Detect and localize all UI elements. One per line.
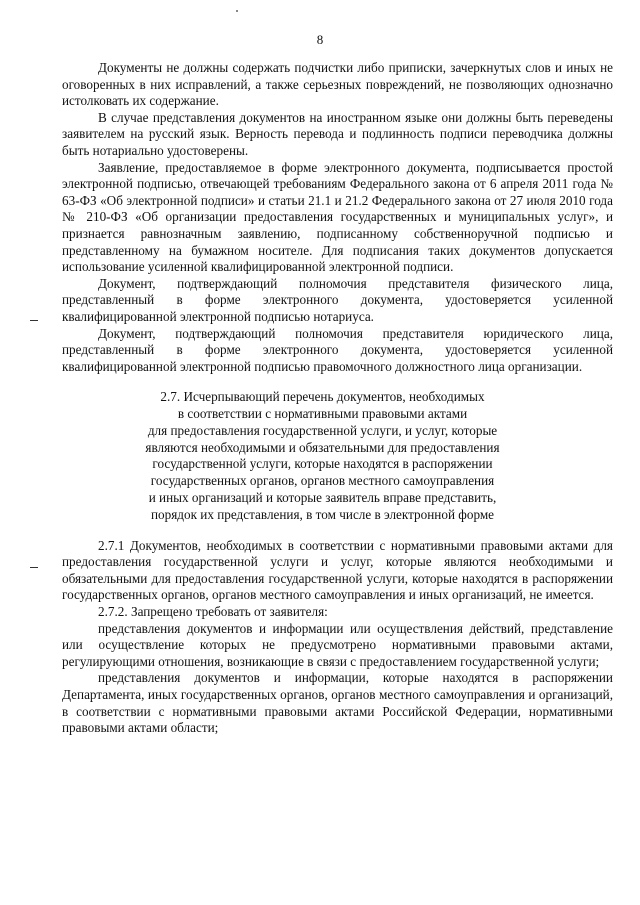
heading-line: в соответствии с нормативными правовыми актами (177, 406, 468, 422)
heading-line: государственной услуги, которые находятся в распоряжении (152, 456, 493, 472)
heading-line: 2.7. Исчерпывающий перечень документов, необходимых (160, 389, 485, 405)
paragraph: 2.7.2. Запрещено требовать от заявителя: (98, 604, 328, 620)
heading-line: порядок их представления, в том числе в электронной форме (150, 506, 495, 522)
paragraph: В случае представления документов на иностранном языке они должны быть переведены заявителем на русский язык. Верность перевода и подлинность подписи переводчика должны быть нотариально удостоверены. (62, 109, 613, 158)
paragraph: Заявление, предоставляемое в форме электронного документа, подписывается простой электронной подписью, отвечающей требованиям Федерального закона от 6 апреля 2011 года № 63-ФЗ «Об электронной подписи» и статьи 21.1 и 21.2 Федерального закона от 27 июля 2010 года № 210-ФЗ «Об организации предоставления государственных и муниципальных услуг», и признается равнозначным заявлению, подписанному собственноручной подписью и представленному на бумажном носителе. Для подписания таких документов допускается использование усиленной квалифицированной электронной подписи. (62, 159, 613, 275)
paragraph: представления документов и информации, которые находятся в распоряжении Департамента, иных государственных органов, органов местного самоуправления и организаций, в соответствии с нормативными правовыми актами Российской Федерации, нормативными правовыми актами области; (62, 670, 613, 736)
paragraph: Документ, подтверждающий полномочия представителя физического лица, представленный в форме электронного документа, удостоверяется усиленной квалифицированной электронной подписью нотариуса. (62, 275, 613, 324)
paragraph: Документ, подтверждающий полномочия представителя юридического лица, представленный в форме электронного документа, удостоверяется усиленной квалифицированной электронной подписью правомочного должностного лица организации. (62, 325, 613, 374)
scan-dot (236, 10, 238, 12)
heading-line: и иных организаций и которые заявитель вправе представить, (148, 490, 497, 506)
margin-mark (30, 567, 38, 568)
paragraph: 2.7.1 Документов, необходимых в соответствии с нормативными правовыми актами для предоставления государственной услуги и услуг, которые являются необходимыми и обязательными для предоставления государственной услуги, которые находятся в распоряжении государственных органов, органов местного самоуправления и иных организаций, не имеется. (62, 537, 613, 603)
heading-line: для предоставления государственной услуги, и услуг, которые (147, 422, 498, 438)
document-body (62, 60, 613, 737)
paragraph: Документы не должны содержать подчистки либо приписки, зачеркнутых слов и иных не оговоренных в них исправлений, а также серьезных повреждений, не позволяющих однозначно истолковать их содержание. (62, 60, 613, 109)
heading-line: являются необходимыми и обязательными для предоставления (145, 439, 500, 455)
section-heading (62, 389, 613, 523)
paragraph: представления документов и информации или осуществления действий, представление или осуществление которых не предусмотрено нормативными правовыми актами, регулирующими отношения, возникающие в связи с предоставлением государственной услуги; (62, 620, 613, 669)
page-number: 8 (316, 32, 324, 47)
margin-mark (30, 320, 38, 321)
heading-line: государственных органов, органов местного самоуправления (150, 473, 495, 489)
